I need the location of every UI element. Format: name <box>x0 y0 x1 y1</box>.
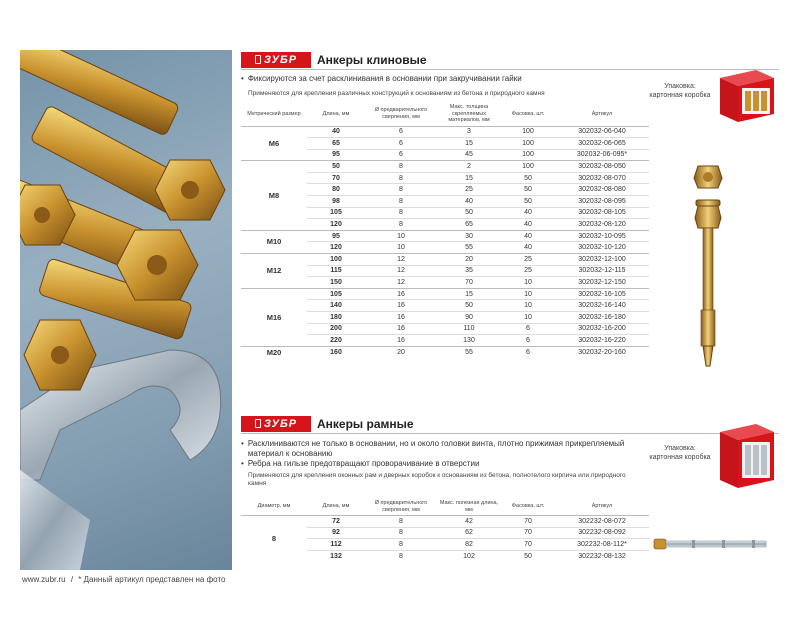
table-cell: 15 <box>437 138 501 150</box>
table-cell: 8 <box>365 527 437 539</box>
table-row <box>241 288 649 300</box>
table-cell: 100 <box>501 161 555 173</box>
table-cell: 98 <box>307 196 365 208</box>
table-cell: 16 <box>365 300 437 312</box>
table-row <box>241 516 649 528</box>
table-cell: 70 <box>437 277 501 289</box>
table-cell: 55 <box>437 242 501 254</box>
table-cell: 8 <box>365 172 437 184</box>
table-cell: 16 <box>365 312 437 324</box>
article-cell: 302032-06-065 <box>555 138 649 150</box>
table-cell: 120 <box>307 242 365 254</box>
table-cell: 70 <box>307 172 365 184</box>
column-header: Артикул <box>555 498 649 516</box>
article-cell: 302232-08-092 <box>555 527 649 539</box>
table-cell: 6 <box>365 126 437 138</box>
article-cell: 302032-12-150 <box>555 277 649 289</box>
table-cell: 112 <box>307 539 365 551</box>
column-header: Макс. толщина скрепляемых материалов, мм <box>437 102 501 126</box>
article-cell: 302032-16-140 <box>555 300 649 312</box>
section2-note: Применяются для крепления оконных рам и дверных коробок к основаниям из бетона, полнотелого кирпича или природного камня <box>248 472 626 487</box>
table-cell: 10 <box>501 277 555 289</box>
table-cell: 150 <box>307 277 365 289</box>
table-row <box>241 254 649 266</box>
table-cell: 8 <box>365 196 437 208</box>
article-cell: 302032-06-040 <box>555 126 649 138</box>
table-cell: 105 <box>307 288 365 300</box>
table-cell: 8 <box>365 184 437 196</box>
section2-pack-label: Упаковка: картонная коробка <box>649 445 711 461</box>
article-cell: 302032-08-095 <box>555 196 649 208</box>
section2-header <box>241 414 779 434</box>
column-header: Метрический размер <box>241 102 307 126</box>
table-row <box>241 346 649 358</box>
article-cell: 302232-08-112* <box>555 539 649 551</box>
table-cell: 40 <box>501 219 555 231</box>
wedge-anchor-image <box>688 160 728 370</box>
article-cell: 302032-12-100 <box>555 254 649 266</box>
section1-pack-label: Упаковка: картонная коробка <box>649 83 711 99</box>
article-cell: 302032-16-200 <box>555 323 649 335</box>
article-cell: 302032-08-080 <box>555 184 649 196</box>
brand-logo: ЗУБР <box>241 52 311 68</box>
article-cell: 302032-10-120 <box>555 242 649 254</box>
anchors-wrench-illustration <box>20 50 232 570</box>
table-cell: 10 <box>365 242 437 254</box>
table-cell: 72 <box>307 516 365 528</box>
table-cell: 30 <box>437 230 501 242</box>
section1-note: Применяются для крепления различных конструкций к основаниям из бетона и природного камня <box>248 90 545 97</box>
bullet-item: • Расклиниваются не только в основании, но и около головки винта, плотно прижимая прикрепляемый материал к основанию <box>241 439 641 459</box>
table-cell: 120 <box>307 219 365 231</box>
table-cell: 20 <box>365 346 437 358</box>
size-cell: 8 <box>241 516 307 562</box>
table-cell: 25 <box>501 265 555 277</box>
bullet-item: • Ребра на гильзе предотвращают проворачивание в отверстии <box>241 459 641 469</box>
frame-anchor-image <box>652 536 770 552</box>
column-header: Ø предварительного сверления, мм <box>365 498 437 516</box>
size-cell: M8 <box>241 161 307 231</box>
bullet-item: • Фиксируются за счет расклинивания в основании при закручивании гайки <box>241 74 522 84</box>
table-cell: 8 <box>365 219 437 231</box>
table-cell: 35 <box>437 265 501 277</box>
table-cell: 95 <box>307 230 365 242</box>
table-cell: 100 <box>501 138 555 150</box>
footer-note: * Данный артикул представлен на фото <box>78 575 226 584</box>
table-cell: 10 <box>365 230 437 242</box>
table-cell: 80 <box>307 184 365 196</box>
table-cell: 50 <box>501 196 555 208</box>
column-header: Ø предварительного сверления, мм <box>365 102 437 126</box>
table-cell: 6 <box>365 138 437 150</box>
article-cell: 302032-08-050 <box>555 161 649 173</box>
article-cell: 302032-08-105 <box>555 207 649 219</box>
column-header: Макс. полезная длина, мм <box>437 498 501 516</box>
column-header: Фасовка, шт. <box>501 102 555 126</box>
table-cell: 25 <box>501 254 555 266</box>
table-cell: 110 <box>437 323 501 335</box>
table-cell: 70 <box>501 539 555 551</box>
table-cell: 82 <box>437 539 501 551</box>
size-cell: M16 <box>241 288 307 346</box>
table-cell: 62 <box>437 527 501 539</box>
section2-bullets <box>241 439 641 469</box>
table-cell: 6 <box>501 335 555 347</box>
table-cell: 90 <box>437 312 501 324</box>
table-cell: 50 <box>501 550 555 562</box>
table-cell: 50 <box>501 184 555 196</box>
table-cell: 95 <box>307 149 365 161</box>
article-cell: 302032-16-105 <box>555 288 649 300</box>
section1-bullets <box>241 74 522 84</box>
table-row <box>241 161 649 173</box>
table-cell: 70 <box>501 516 555 528</box>
section1-table <box>241 102 649 358</box>
column-header: Фасовка, шт. <box>501 498 555 516</box>
table-cell: 6 <box>501 323 555 335</box>
package-box-icon <box>716 420 778 490</box>
table-cell: 100 <box>307 254 365 266</box>
table-cell: 10 <box>501 312 555 324</box>
table-cell: 92 <box>307 527 365 539</box>
article-cell: 302232-08-072 <box>555 516 649 528</box>
column-header: Длина, мм <box>307 498 365 516</box>
table-cell: 16 <box>365 288 437 300</box>
product-photo <box>20 50 232 570</box>
table-cell: 65 <box>307 138 365 150</box>
table-cell: 55 <box>437 346 501 358</box>
table-cell: 25 <box>437 184 501 196</box>
table-cell: 40 <box>501 207 555 219</box>
article-cell: 302032-08-120 <box>555 219 649 231</box>
size-cell: M12 <box>241 254 307 289</box>
table-cell: 220 <box>307 335 365 347</box>
table-cell: 3 <box>437 126 501 138</box>
table-cell: 8 <box>365 550 437 562</box>
article-cell: 302032-20-160 <box>555 346 649 358</box>
section2-table <box>241 498 649 562</box>
table-cell: 132 <box>307 550 365 562</box>
table-cell: 130 <box>437 335 501 347</box>
table-cell: 20 <box>437 254 501 266</box>
table-cell: 50 <box>501 172 555 184</box>
table-cell: 115 <box>307 265 365 277</box>
section1-title: Анкеры клиновые <box>317 52 427 67</box>
table-row <box>241 126 649 138</box>
table-cell: 180 <box>307 312 365 324</box>
table-cell: 8 <box>365 161 437 173</box>
table-cell: 200 <box>307 323 365 335</box>
table-cell: 45 <box>437 149 501 161</box>
size-cell: M20 <box>241 346 307 358</box>
table-cell: 16 <box>365 323 437 335</box>
table-cell: 10 <box>501 288 555 300</box>
column-header: Длина, мм <box>307 102 365 126</box>
article-cell: 302032-06-095* <box>555 149 649 161</box>
footer <box>22 575 228 584</box>
table-cell: 12 <box>365 277 437 289</box>
table-cell: 8 <box>365 539 437 551</box>
table-cell: 40 <box>307 126 365 138</box>
article-cell: 302032-10-095 <box>555 230 649 242</box>
footer-separator: / <box>70 575 74 584</box>
size-cell: M6 <box>241 126 307 161</box>
article-cell: 302032-08-070 <box>555 172 649 184</box>
table-cell: 50 <box>307 161 365 173</box>
table-cell: 16 <box>365 335 437 347</box>
table-cell: 15 <box>437 288 501 300</box>
brand-logo: ЗУБР <box>241 416 311 432</box>
article-cell: 302232-08-132 <box>555 550 649 562</box>
table-cell: 100 <box>501 149 555 161</box>
table-cell: 10 <box>501 300 555 312</box>
table-cell: 140 <box>307 300 365 312</box>
column-header: Диаметр, мм <box>241 498 307 516</box>
size-cell: M10 <box>241 230 307 253</box>
footer-url[interactable]: www.zubr.ru <box>22 575 66 584</box>
table-cell: 12 <box>365 254 437 266</box>
table-cell: 40 <box>437 196 501 208</box>
table-cell: 102 <box>437 550 501 562</box>
section1-header <box>241 50 779 70</box>
table-cell: 50 <box>437 300 501 312</box>
table-row <box>241 230 649 242</box>
table-cell: 6 <box>501 346 555 358</box>
table-cell: 8 <box>365 207 437 219</box>
table-cell: 100 <box>501 126 555 138</box>
table-cell: 105 <box>307 207 365 219</box>
package-box-icon <box>716 66 778 124</box>
table-cell: 6 <box>365 149 437 161</box>
table-cell: 70 <box>501 527 555 539</box>
table-cell: 2 <box>437 161 501 173</box>
table-cell: 15 <box>437 172 501 184</box>
table-cell: 50 <box>437 207 501 219</box>
section2-title: Анкеры рамные <box>317 416 414 431</box>
article-cell: 302032-16-220 <box>555 335 649 347</box>
table-cell: 160 <box>307 346 365 358</box>
column-header: Артикул <box>555 102 649 126</box>
table-cell: 8 <box>365 516 437 528</box>
table-cell: 12 <box>365 265 437 277</box>
table-cell: 40 <box>501 242 555 254</box>
article-cell: 302032-12-115 <box>555 265 649 277</box>
article-cell: 302032-16-180 <box>555 312 649 324</box>
table-cell: 42 <box>437 516 501 528</box>
table-cell: 65 <box>437 219 501 231</box>
table-cell: 40 <box>501 230 555 242</box>
